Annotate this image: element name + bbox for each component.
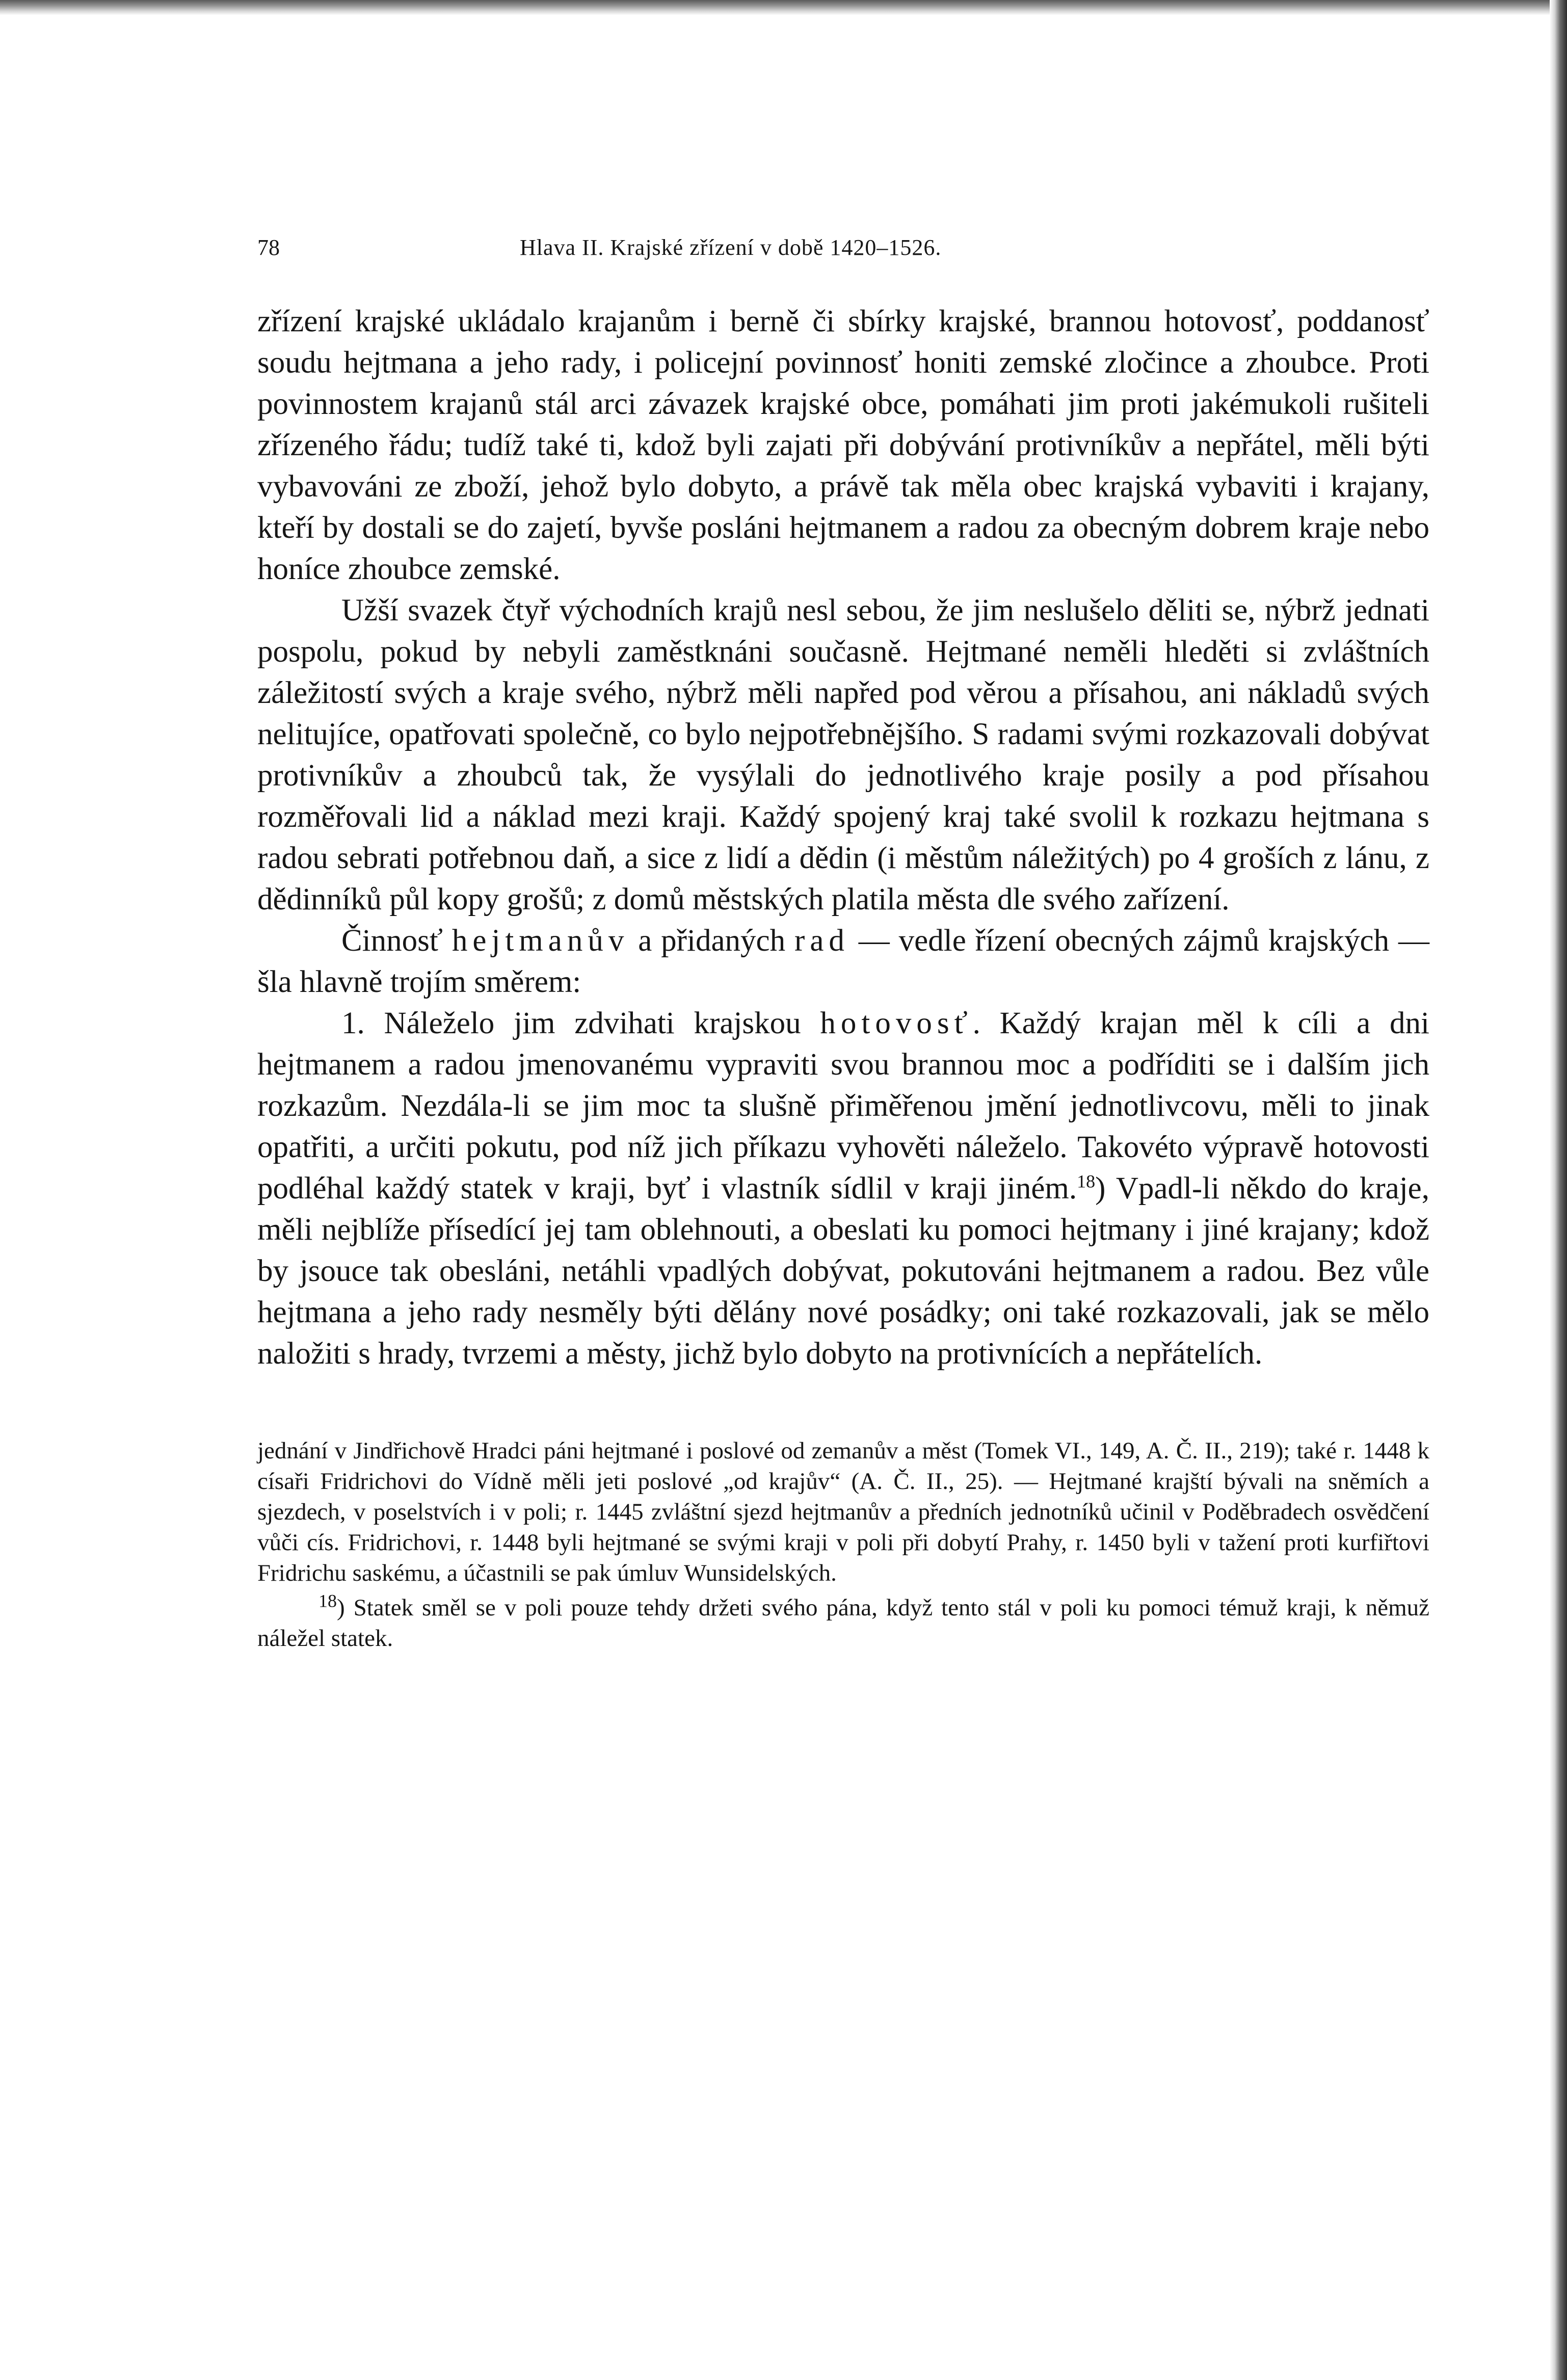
footnote-continued: jednání v Jindřichově Hradci páni hejtmané i poslové od zemanův a měst (Tomek VI., 149, A. Č. II., 219); také r. 1448 k císaři Fridrichovi do Vídně měli jeti poslové „od krajův“ (A. Č. II., 25). — Hejtmané krajští bývali na sněmích a sjezdech, v poselstvích i v poli; r. 1445 zvláštní sjezd hejtmanův a předních jednotníků učinil v Poděbradech osvědčení vůči cís. Fridrichovi, r. 1448 byli hejtmané se svými kraji v poli při dobytí Prahy, r. 1450 byli v tažení proti kurfiřtovi Fridrichu saskému, a účastnili se pak úmluv Wunsidelských. [257,1437,1429,1586]
chapter-title: Hlava II. Krajské zřízení v době 1420–1526. [520,235,942,260]
text-run: a přidaných [638,924,786,958]
paragraph-continued: zřízení krajské ukládalo krajanům i berně či sbírky krajské, brannou hotovosť, poddanosť soudu hejtmana a jeho rady, i policejní povinnosť honiti zemské zločince a zhoubce. Proti povinnostem krajanů stál arci závazek krajské obce, pomáhati jim proti jakémukoli rušiteli zřízeného řádu; tudíž také ti, kdož byli zajati při dobývání protivníkův a nepřátel, měli býti vybavováni ze zboží, jehož bylo dobyto, a právě tak měla obec krajská vybaviti i krajany, kteří by dostali se do zajetí, byvše posláni hejtmanem a radou za obecným dobrem kraje nebo honíce zhoubce zemské. [257,304,1429,586]
footnote-reference[interactable]: 18 [1077,1171,1096,1192]
text-run: Činnosť [341,924,443,958]
spaced-term: hejtmanův [451,924,629,958]
scan-edge-top [0,0,1567,15]
spaced-term: rad [794,924,849,958]
text-run: — vedle řízení obecných zájmů krajských — šla hlavně trojím směrem: [257,924,1429,999]
paragraph: Užší svazek čtyř východních krajů nesl sebou, že jim neslušelo děliti se, nýbrž jednati pospolu, pokud by nebyli zaměstknáni současně. Hejtmané neměli hleděti si zvláštních záležitostí svých a kraje svého, nýbrž měli napřed pod věrou a přísahou, ani nákladů svých nelitujíce, opatřovati společně, co bylo nejpotřebnějšího. S radami svými rozkazovali dobývat protivníkův a zhoubců tak, že vysýlali do jednotlivého kraje posily a pod přísahou rozměřovali lid a náklad mezi kraji. Každý spojený kraj také svolil k rozkazu hejtmana s radou sebrati potřebnou daň, a sice z lidí a dědin (i městům náležitých) po 4 groších z lánu, z dědinníků půl kopy grošů; z domů městských platila města dle svého zařízení. [257,593,1429,917]
scan-edge-right [1550,0,1567,2380]
text-run: . Každý krajan měl k cíli a dni hejtmanem a radou jmenovanému vypraviti svou brannou moc a podříditi se i dalším jich rozkazům. Nezdála-li se jim moc ta slušně přiměřenou jmění jednotlivcovu, měli to jinak opatřiti, a určiti pokutu, pod níž jich příkazu vyhověti náleželo. Takovéto výpravě hotovosti podléhal každý statek v kraji, byť i vlastník sídlil v kraji jiném. [257,1006,1429,1206]
main-text [257,301,1429,1374]
footnote-18 [257,1592,1429,1654]
text-run: ) Vpadl-li někdo do kraje, měli nejblíže přísedící jej tam oblehnouti, a obeslati ku pomoci hejtmany i jiné krajany; kdož by jsouce tak obesláni, netáhli vpadlých dobývat, pokutováni hejtmanem a radou. Bez vůle hejtmana a jeho rady nesměly býti dělány nové posádky; oni také rozkazovali, jak se mělo naložiti s hrady, tvrzemi a městy, jichž bylo dobyto na protivnících a nepřátelích. [257,1171,1429,1371]
paragraph [257,920,1429,1003]
footnote-marker: 18 [318,1590,337,1611]
footnote-text: ) Statek směl se v poli pouze tehdy držeti svého pána, když tento stál v poli ku pomoci témuž kraji, k němuž náležel statek. [257,1594,1429,1652]
footnotes [257,1435,1429,1654]
spaced-term: hotovosť [820,1006,973,1040]
running-header [257,224,1429,270]
page-number: 78 [257,235,280,260]
paragraph [257,1003,1429,1374]
document-page [257,224,1429,1654]
text-run: 1. Náleželo jim zdvihati krajskou [341,1006,801,1040]
